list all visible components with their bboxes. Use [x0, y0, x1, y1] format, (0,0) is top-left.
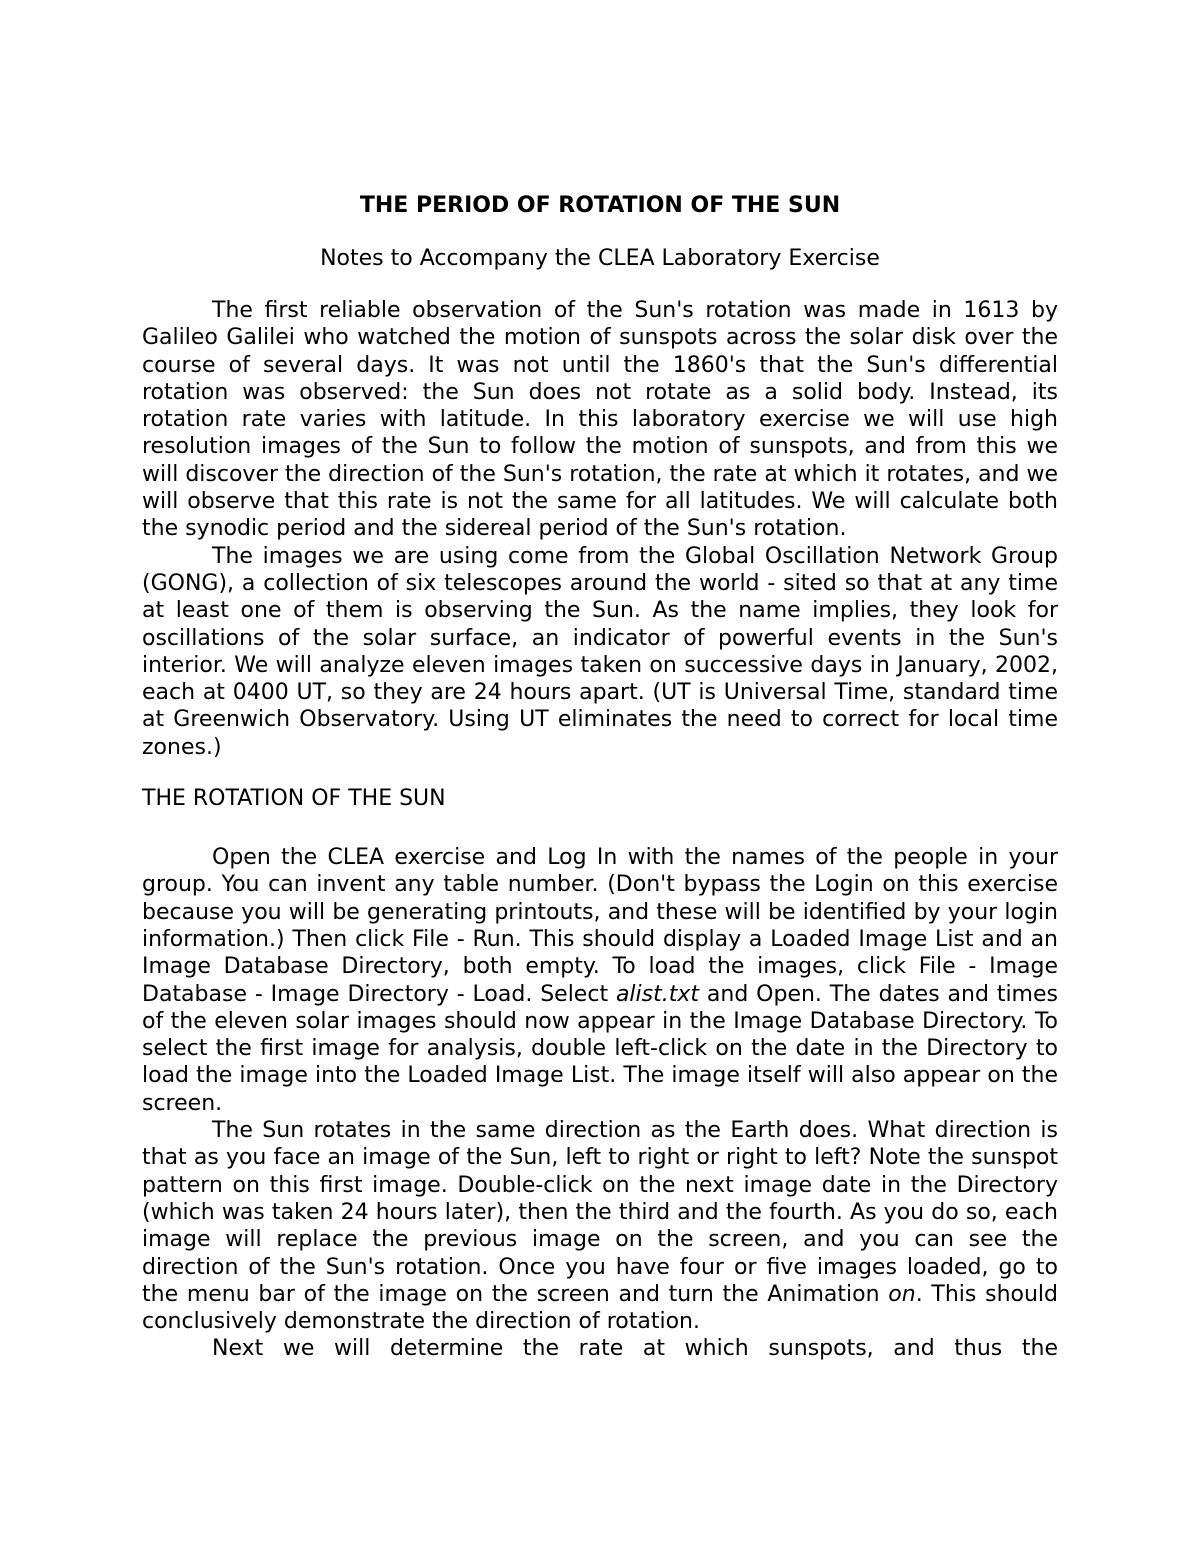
- intro-paragraph-2: The images we are using come from the Global Oscillation Network Group (GONG), a collection of six telescopes around the world - sited so that at any time at least one of them is observing the Sun. As the name implies, they look for oscillations of the solar surface, an indicator of powerful events in the Sun's interior. We will analyze eleven images taken on successive days in January, 2002, each at 0400 UT, so they are 24 hours apart. (UT is Universal Time, standard time at Greenwich Observatory. Using UT eliminates the need to correct for local time zones.): [142, 543, 1058, 760]
- section-paragraph-1: [142, 844, 1058, 1117]
- paragraph-text: and Open. The dates and times of the eleven solar images should now appear in the Image Database Directory. To select the first image for analysis, double left-click on the date in the Directory to load the image into the Loaded Image List. The image itself will also appear on the screen.: [142, 981, 1058, 1116]
- paragraph-text: Open the CLEA exercise and Log In with the names of the people in your group. You can invent any table number. (Don't bypass the Login on this exercise because you will be generating printouts, and these will be identified by your login information.) Then click File - Run. This should display a Loaded Image List and an Image Database Directory, both empty. To load the images, click File - Image Database - Image Directory - Load. Select: [142, 845, 1058, 1007]
- section-paragraph-2: [142, 1117, 1058, 1335]
- document-page: [142, 190, 1058, 1363]
- document-subtitle: Notes to Accompany the CLEA Laboratory Exercise: [320, 246, 880, 271]
- paragraph-text: The Sun rotates in the same direction as the Earth does. What direction is that as you face an image of the Sun, left to right or right to left? Note the sunspot pattern on this first image. Double-click on the next image date in the Directory (which was taken 24 hours later), then the third and the fourth. As you do so, each image will replace the previous image on the screen, and you can see the direction of the Sun's rotation. Once you have four or five images loaded, go to the menu bar of the image on the screen and turn the Animation: [142, 1118, 1058, 1307]
- emphasis-text: on: [888, 1281, 916, 1307]
- section-paragraph-3: Next we will determine the rate at which sunspots, and thus the: [212, 1336, 1058, 1362]
- paragraph-text: . This should conclusively demonstrate the direction of rotation.: [142, 1281, 1058, 1335]
- filename-text: alist.txt: [615, 981, 700, 1007]
- section-heading: THE ROTATION OF THE SUN: [142, 786, 446, 812]
- intro-paragraph-1: The first reliable observation of the Sun's rotation was made in 1613 by Galileo Galilei who watched the motion of sunspots across the solar disk over the course of several days. It was not until the 1860's that the Sun's differential rotation was observed: the Sun does not rotate as a solid body. Instead, its rotation rate varies with latitude. In this laboratory exercise we will use high resolution images of the Sun to follow the motion of sunspots, and from this we will discover the direction of the Sun's rotation, the rate at which it rotates, and we will observe that this rate is not the same for all latitudes. We will calculate both the synodic period and the sidereal period of the Sun's rotation.: [142, 298, 1058, 542]
- document-title: THE PERIOD OF ROTATION OF THE SUN: [359, 193, 841, 218]
